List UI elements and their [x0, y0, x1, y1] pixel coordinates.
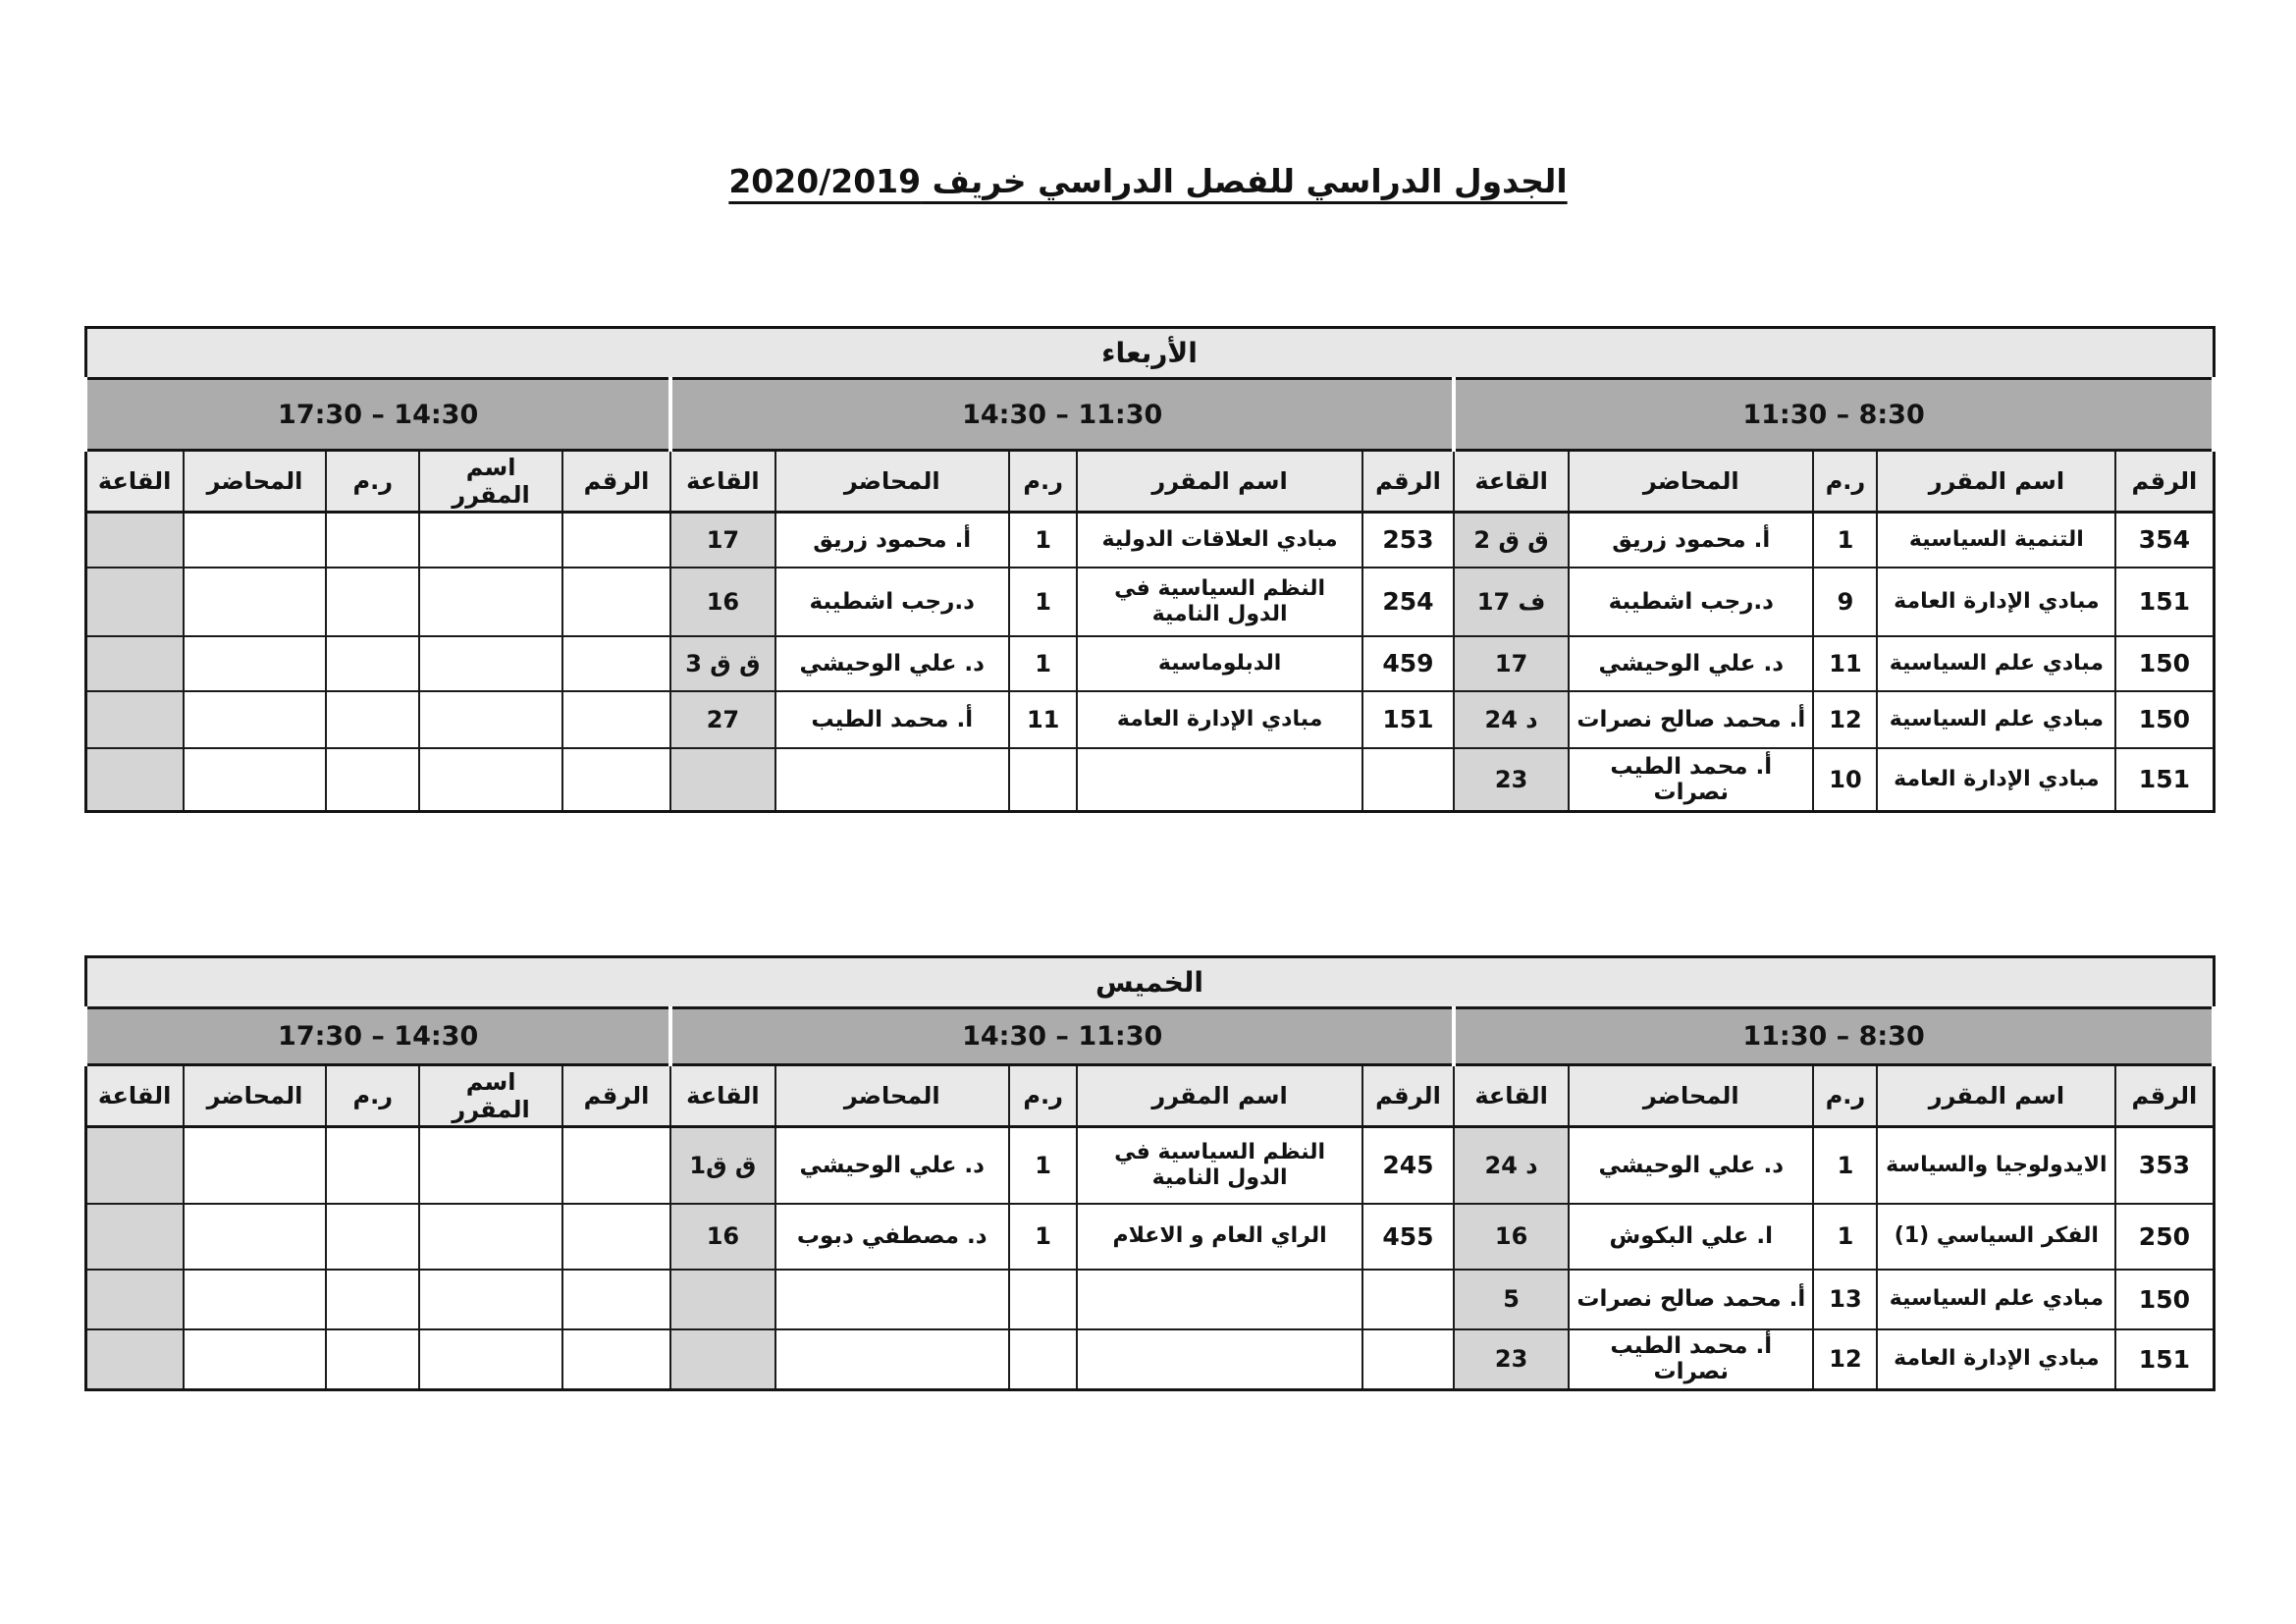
mid-course-cell: الراي العام و الاعلام [1077, 1204, 1362, 1270]
mid-rm-cell: 1 [1009, 1127, 1077, 1204]
late-course-cell [419, 691, 561, 748]
column-header-hall: القاعة [1454, 451, 1569, 513]
column-header-rm: ر.م [1009, 1065, 1077, 1127]
late-number-cell [562, 1329, 671, 1390]
early-lecturer-cell: أ. محمد الطيب نصرات [1569, 1329, 1813, 1390]
column-header-hall: القاعة [85, 451, 184, 513]
column-header-rm: ر.م [1813, 451, 1877, 513]
early-course-cell: مبادي علم السياسية [1877, 636, 2115, 691]
mid-course-cell: النظم السياسية في الدول النامية [1077, 568, 1362, 636]
mid-rm-cell [1009, 748, 1077, 812]
mid-hall-cell: 16 [670, 1204, 774, 1270]
late-lecturer-cell [184, 1127, 326, 1204]
column-header-course: اسم المقرر [1077, 451, 1362, 513]
early-number-cell: 250 [2115, 1204, 2214, 1270]
late-course-cell [419, 748, 561, 812]
early-number-cell: 353 [2115, 1127, 2214, 1204]
late-course-cell [419, 568, 561, 636]
mid-hall-cell: ق ق 3 [670, 636, 774, 691]
early-number-cell: 150 [2115, 1270, 2214, 1329]
schedule-row [85, 1270, 2214, 1329]
mid-rm-cell: 1 [1009, 513, 1077, 568]
early-lecturer-cell: أ. محمد صالح نصرات [1569, 691, 1813, 748]
early-rm-cell: 1 [1813, 1204, 1877, 1270]
late-hall-cell [85, 1329, 184, 1390]
mid-number-cell: 151 [1362, 691, 1454, 748]
late-hall-cell [85, 748, 184, 812]
thursday-table [83, 955, 2216, 1391]
late-rm-cell [326, 748, 419, 812]
timeslot-mid-label: 14:30 – 11:30 [962, 399, 1163, 430]
schedule-row [85, 1329, 2214, 1390]
mid-number-cell [1362, 748, 1454, 812]
column-header-lecturer: المحاضر [184, 1065, 326, 1127]
column-header-lecturer: المحاضر [775, 451, 1009, 513]
late-lecturer-cell [184, 636, 326, 691]
early-hall-cell: 5 [1454, 1270, 1569, 1329]
mid-number-cell [1362, 1270, 1454, 1329]
wednesday-table [83, 326, 2216, 813]
mid-number-cell: 253 [1362, 513, 1454, 568]
thursday-day-header: الخميس [85, 957, 2214, 1008]
early-number-cell: 354 [2115, 513, 2214, 568]
mid-rm-cell: 1 [1009, 1204, 1077, 1270]
late-number-cell [562, 691, 671, 748]
early-course-cell: مبادي علم السياسية [1877, 691, 2115, 748]
column-header-lecturer: المحاضر [184, 451, 326, 513]
early-lecturer-cell: د.رجب اشطيبة [1569, 568, 1813, 636]
early-hall-cell: ق ق 2 [1454, 513, 1569, 568]
schedule-row [85, 748, 2214, 812]
late-number-cell [562, 1127, 671, 1204]
late-rm-cell [326, 1204, 419, 1270]
late-rm-cell [326, 1329, 419, 1390]
column-header-rm: ر.م [326, 451, 419, 513]
early-course-cell: التنمية السياسية [1877, 513, 2115, 568]
column-header-number: الرقم [2115, 451, 2214, 513]
mid-rm-cell: 11 [1009, 691, 1077, 748]
late-lecturer-cell [184, 1329, 326, 1390]
mid-lecturer-cell [775, 748, 1009, 812]
late-course-cell [419, 636, 561, 691]
early-number-cell: 150 [2115, 636, 2214, 691]
wednesday-timeslot-late [85, 379, 670, 451]
late-hall-cell [85, 691, 184, 748]
wednesday-day-header: الأربعاء [85, 328, 2214, 379]
column-header-course: اسم المقرر [1877, 1065, 2115, 1127]
mid-lecturer-cell [775, 1329, 1009, 1390]
wednesday-timeslot-mid [670, 379, 1454, 451]
late-hall-cell [85, 1204, 184, 1270]
thursday-timeslot-late [85, 1008, 670, 1065]
late-rm-cell [326, 1270, 419, 1329]
late-course-cell [419, 513, 561, 568]
column-header-hall: القاعة [85, 1065, 184, 1127]
mid-course-cell [1077, 1329, 1362, 1390]
timeslot-early-label: 11:30 – 8:30 [1742, 399, 1925, 430]
timeslot-late-label: 17:30 – 14:30 [278, 399, 479, 430]
mid-number-cell [1362, 1329, 1454, 1390]
mid-hall-cell [670, 748, 774, 812]
early-rm-cell: 1 [1813, 1127, 1877, 1204]
column-header-lecturer: المحاضر [1569, 451, 1813, 513]
column-header-lecturer: المحاضر [1569, 1065, 1813, 1127]
mid-number-cell: 254 [1362, 568, 1454, 636]
late-number-cell [562, 1270, 671, 1329]
early-hall-cell: 23 [1454, 748, 1569, 812]
early-course-cell: مبادي الإدارة العامة [1877, 1329, 2115, 1390]
late-lecturer-cell [184, 748, 326, 812]
mid-rm-cell: 1 [1009, 568, 1077, 636]
column-header-number: الرقم [2115, 1065, 2214, 1127]
timeslot-late-label: 17:30 – 14:30 [278, 1021, 479, 1052]
thursday-timeslot-mid [670, 1008, 1454, 1065]
early-rm-cell: 10 [1813, 748, 1877, 812]
late-rm-cell [326, 568, 419, 636]
early-lecturer-cell: د. علي الوحيشي [1569, 1127, 1813, 1204]
late-lecturer-cell [184, 568, 326, 636]
late-course-cell [419, 1127, 561, 1204]
mid-hall-cell: ق ق1 [670, 1127, 774, 1204]
early-course-cell: الفكر السياسي (1) [1877, 1204, 2115, 1270]
early-rm-cell: 12 [1813, 691, 1877, 748]
late-hall-cell [85, 1270, 184, 1329]
mid-hall-cell [670, 1270, 774, 1329]
late-hall-cell [85, 513, 184, 568]
mid-hall-cell: 17 [670, 513, 774, 568]
mid-course-cell: الدبلوماسية [1077, 636, 1362, 691]
wednesday-timeslot-early [1454, 379, 2214, 451]
column-header-course: اسم المقرر [419, 1065, 561, 1127]
mid-lecturer-cell [775, 1270, 1009, 1329]
late-rm-cell [326, 513, 419, 568]
early-hall-cell: 23 [1454, 1329, 1569, 1390]
mid-rm-cell [1009, 1270, 1077, 1329]
mid-course-cell [1077, 1270, 1362, 1329]
column-header-course: اسم المقرر [419, 451, 561, 513]
mid-lecturer-cell: د. علي الوحيشي [775, 1127, 1009, 1204]
early-number-cell: 151 [2115, 568, 2214, 636]
column-header-number: الرقم [1362, 451, 1454, 513]
early-hall-cell: د 24 [1454, 1127, 1569, 1204]
mid-lecturer-cell: د. علي الوحيشي [775, 636, 1009, 691]
mid-hall-cell [670, 1329, 774, 1390]
late-course-cell [419, 1329, 561, 1390]
early-lecturer-cell: أ. محمد الطيب نصرات [1569, 748, 1813, 812]
late-lecturer-cell [184, 1270, 326, 1329]
late-number-cell [562, 1204, 671, 1270]
mid-rm-cell: 1 [1009, 636, 1077, 691]
column-header-course: اسم المقرر [1877, 451, 2115, 513]
early-course-cell: مبادي الإدارة العامة [1877, 748, 2115, 812]
late-number-cell [562, 748, 671, 812]
column-header-hall: القاعة [1454, 1065, 1569, 1127]
late-lecturer-cell [184, 513, 326, 568]
late-course-cell [419, 1204, 561, 1270]
late-course-cell [419, 1270, 561, 1329]
late-hall-cell [85, 636, 184, 691]
thursday-timeslot-early [1454, 1008, 2214, 1065]
early-lecturer-cell: د. علي الوحيشي [1569, 636, 1813, 691]
mid-number-cell: 459 [1362, 636, 1454, 691]
early-lecturer-cell: أ. محمود زريق [1569, 513, 1813, 568]
column-header-hall: القاعة [670, 451, 774, 513]
early-rm-cell: 11 [1813, 636, 1877, 691]
early-course-cell: الايدولوجيا والسياسة [1877, 1127, 2115, 1204]
late-lecturer-cell [184, 691, 326, 748]
mid-hall-cell: 27 [670, 691, 774, 748]
mid-lecturer-cell: أ. محمد الطيب [775, 691, 1009, 748]
early-rm-cell: 1 [1813, 513, 1877, 568]
late-number-cell [562, 568, 671, 636]
late-number-cell [562, 513, 671, 568]
early-number-cell: 150 [2115, 691, 2214, 748]
column-header-lecturer: المحاضر [775, 1065, 1009, 1127]
early-hall-cell: ف 17 [1454, 568, 1569, 636]
late-hall-cell [85, 568, 184, 636]
column-header-course: اسم المقرر [1077, 1065, 1362, 1127]
early-hall-cell: 17 [1454, 636, 1569, 691]
mid-course-cell: مبادي الإدارة العامة [1077, 691, 1362, 748]
column-header-hall: القاعة [670, 1065, 774, 1127]
mid-number-cell: 455 [1362, 1204, 1454, 1270]
mid-course-cell: النظم السياسية في الدول النامية [1077, 1127, 1362, 1204]
mid-number-cell: 245 [1362, 1127, 1454, 1204]
early-lecturer-cell: أ. محمد صالح نصرات [1569, 1270, 1813, 1329]
page-title: الجدول الدراسي للفصل الدراسي خريف 2020/2019 [728, 162, 1568, 200]
schedule-row [85, 1204, 2214, 1270]
timeslot-early-label: 11:30 – 8:30 [1742, 1021, 1925, 1052]
early-course-cell: مبادي علم السياسية [1877, 1270, 2115, 1329]
schedule-row [85, 1127, 2214, 1204]
mid-lecturer-cell: د.رجب اشطيبة [775, 568, 1009, 636]
mid-lecturer-cell: د. مصطفي دبوب [775, 1204, 1009, 1270]
early-hall-cell: 16 [1454, 1204, 1569, 1270]
column-header-rm: ر.م [1813, 1065, 1877, 1127]
schedule-row [85, 568, 2214, 636]
schedule-row [85, 636, 2214, 691]
early-rm-cell: 13 [1813, 1270, 1877, 1329]
column-header-rm: ر.م [1009, 451, 1077, 513]
column-header-number: الرقم [1362, 1065, 1454, 1127]
early-number-cell: 151 [2115, 748, 2214, 812]
column-header-number: الرقم [562, 1065, 671, 1127]
late-lecturer-cell [184, 1204, 326, 1270]
column-header-rm: ر.م [326, 1065, 419, 1127]
early-number-cell: 151 [2115, 1329, 2214, 1390]
mid-course-cell: مبادي العلاقات الدولية [1077, 513, 1362, 568]
early-lecturer-cell: ا. علي البكوش [1569, 1204, 1813, 1270]
timeslot-mid-label: 14:30 – 11:30 [962, 1021, 1163, 1052]
early-rm-cell: 9 [1813, 568, 1877, 636]
early-course-cell: مبادي الإدارة العامة [1877, 568, 2115, 636]
schedule-row [85, 691, 2214, 748]
column-header-number: الرقم [562, 451, 671, 513]
early-rm-cell: 12 [1813, 1329, 1877, 1390]
late-number-cell [562, 636, 671, 691]
schedule-row [85, 513, 2214, 568]
late-hall-cell [85, 1127, 184, 1204]
late-rm-cell [326, 691, 419, 748]
late-rm-cell [326, 1127, 419, 1204]
mid-course-cell [1077, 748, 1362, 812]
mid-lecturer-cell: أ. محمود زريق [775, 513, 1009, 568]
early-hall-cell: د 24 [1454, 691, 1569, 748]
mid-rm-cell [1009, 1329, 1077, 1390]
late-rm-cell [326, 636, 419, 691]
mid-hall-cell: 16 [670, 568, 774, 636]
